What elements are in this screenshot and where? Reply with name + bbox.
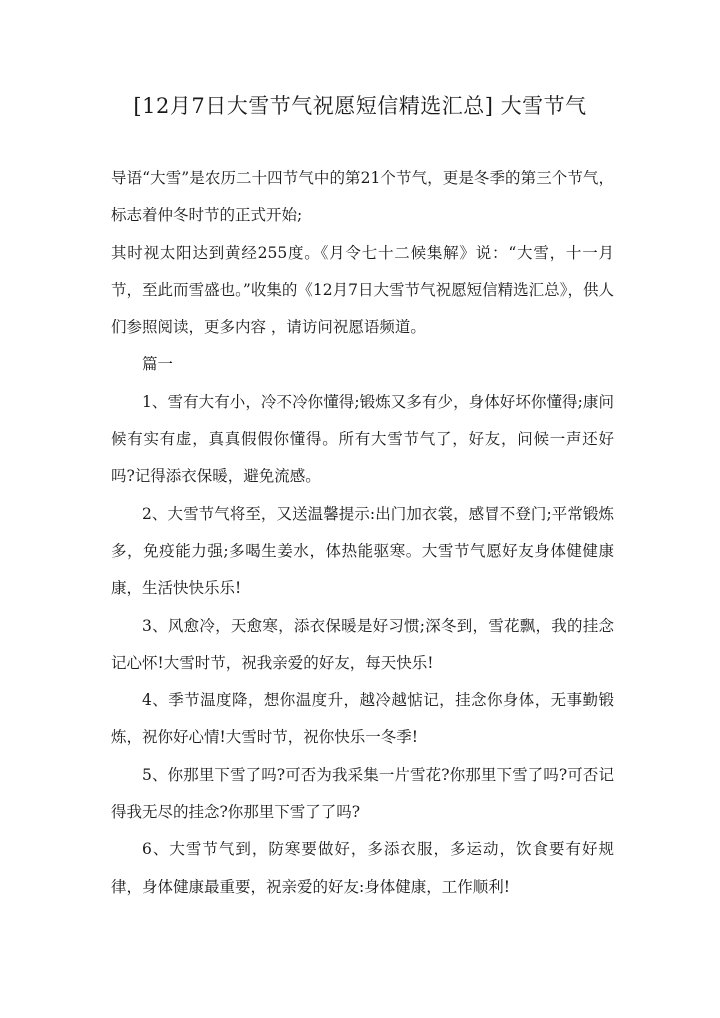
- message-item-4: 4、季节温度降，想你温度升，越冷越惦记，挂念你身体，无事勤锻炼，祝你好心情!大雪时节，祝你快乐一冬季!: [111, 691, 614, 747]
- section-heading: 篇一: [142, 355, 174, 374]
- message-item-2: 2、大雪节气将至，又送温馨提示:出门加衣裳，感冒不登门;平常锻炼多，免疫能力强;多喝生姜水，体热能驱寒。大雪节气愿好友身体健健康康，生活快快乐乐!: [111, 504, 614, 598]
- intro-paragraph-2: 其时视太阳达到黄经255度。《月令七十二候集解》说：“大雪，十一月节，至此而雪盛也。”收集的《12月7日大雪节气祝愿短信精选汇总》，供人们参照阅读，更多内容 ，请访问祝愿语频道。: [111, 243, 614, 337]
- message-item-6: 6、大雪节气到，防寒要做好，多添衣服，多运动，饮食要有好规律，身体健康最重要，祝亲爱的好友:身体健康，工作顺利!: [111, 840, 614, 896]
- message-item-5: 5、你那里下雪了吗?可否为我采集一片雪花?你那里下雪了吗?可否记得我无尽的挂念?你那里下雪了了吗?: [111, 765, 614, 822]
- intro-paragraph-1: 导语“大雪”是农历二十四节气中的第21个节气，更是冬季的第三个节气，标志着仲冬时节的正式开始;: [111, 169, 614, 225]
- document-title: [12月7日大雪节气祝愿短信精选汇总] 大雪节气: [133, 94, 587, 118]
- document-body: [111, 160, 614, 906]
- message-item-1: 1、雪有大有小，冷不冷你懂得;锻炼又多有少，身体好坏你懂得;康问候有实有虚，真真假假你懂得。所有大雪节气了，好友，问候一声还好吗?记得添衣保暖，避免流感。: [111, 392, 614, 486]
- message-item-3: 3、风愈冷，天愈寒，添衣保暖是好习惯;深冬到，雪花飘，我的挂念记心怀!大雪时节，祝我亲爱的好友，每天快乐!: [111, 616, 614, 672]
